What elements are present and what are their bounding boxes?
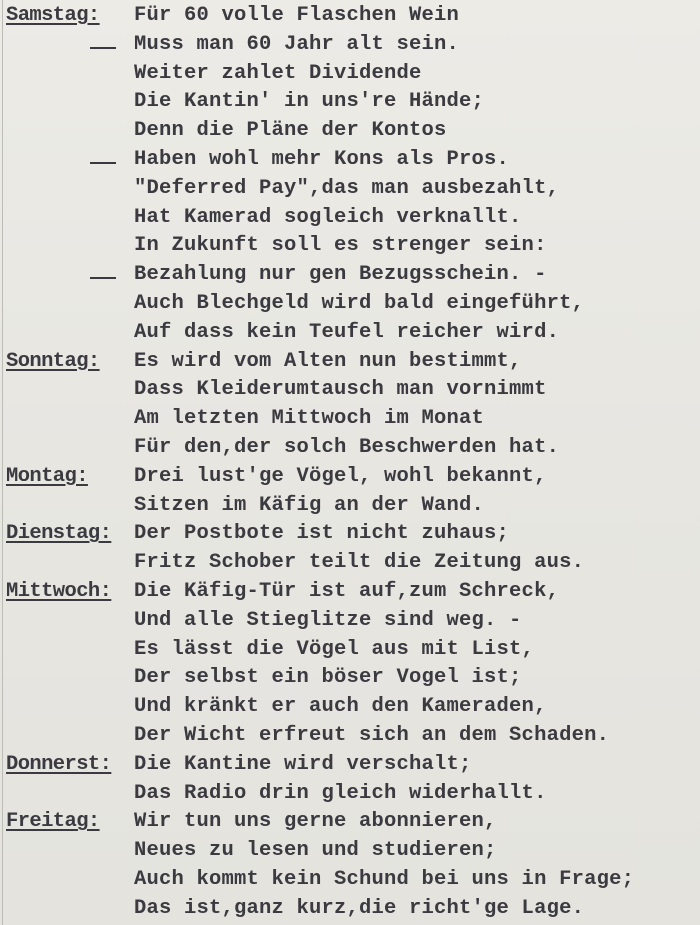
verse-text: Die Käfig-Tür ist auf,zum Schreck, — [134, 580, 560, 603]
verse-text: Das Radio drin gleich widerhallt. — [134, 781, 547, 805]
verse-text: Die Kantine wird verschalt; — [134, 752, 472, 776]
page-edge-rule — [2, 0, 3, 925]
verse-text: Fritz Schober teilt die Zeitung aus. — [134, 551, 585, 575]
verse-text: Auf dass kein Teufel reicher wird. — [134, 320, 560, 344]
margin-dash-mark — [90, 277, 116, 279]
verse-text: Denn die Pläne der Kontos — [134, 119, 447, 143]
weekday-label: Samstag: — [6, 4, 100, 27]
verse-text: Hat Kamerad sogleich verknallt. — [134, 205, 522, 229]
margin-dash-mark — [90, 162, 116, 164]
margin-dash-mark — [90, 47, 116, 49]
verse-text: Neues zu lesen und studieren; — [134, 839, 497, 863]
verse-text: Es wird vom Alten nun bestimmt, — [134, 349, 522, 373]
verse-text: Drei lust'ge Vögel, wohl bekannt, — [134, 464, 547, 488]
verse-text: Und kränkt er auch den Kameraden, — [134, 695, 547, 719]
verse-text: "Deferred Pay",das man ausbezahlt, — [134, 176, 560, 200]
verse-text: Es lässt die Vögel aus mit List, — [134, 637, 535, 661]
verse-text: Der Postbote ist nicht zuhaus; — [134, 522, 510, 546]
verse-text: Der Wicht erfreut sich an dem Schaden. — [134, 724, 610, 747]
verse-text: Und alle Stieglitze sind weg. - — [134, 608, 522, 632]
verse-text: Der selbst ein böser Vogel ist; — [134, 666, 522, 690]
weekday-label: Montag: — [6, 464, 88, 488]
weekday-label: Sonntag: — [6, 349, 100, 373]
verse-text: Auch kommt kein Schund bei uns in Frage; — [134, 868, 635, 891]
verse-text: Dass Kleiderumtausch man vornimmt — [134, 378, 547, 402]
weekday-label: Dienstag: — [6, 522, 112, 546]
verse-text: In Zukunft soll es strenger sein: — [134, 234, 547, 258]
verse-text: Für 60 volle Flaschen Wein — [134, 4, 460, 27]
verse-text: Muss man 60 Jahr alt sein. — [134, 32, 460, 56]
weekday-label: Donnerst: — [6, 752, 112, 776]
verse-text: Die Kantin' in uns're Hände; — [134, 90, 485, 114]
weekday-label: Freitag: — [6, 810, 100, 834]
verse-text: Sitzen im Käfig an der Wand. — [134, 493, 485, 517]
verse-text: Bezahlung nur gen Bezugsschein. - — [134, 263, 547, 287]
verse-text: Für den,der solch Beschwerden hat. — [134, 436, 560, 459]
verse-text: Haben wohl mehr Kons als Pros. — [134, 148, 510, 171]
verse-text: Wir tun uns gerne abonnieren, — [134, 810, 497, 834]
verse-text: Das ist,ganz kurz,die richt'ge Lage. — [134, 896, 585, 920]
verse-text: Am letzten Mittwoch im Monat — [134, 407, 485, 431]
verse-text: Auch Blechgeld wird bald eingeführt, — [134, 292, 585, 315]
weekday-label: Mittwoch: — [6, 580, 112, 603]
verse-text: Weiter zahlet Dividende — [134, 61, 422, 85]
